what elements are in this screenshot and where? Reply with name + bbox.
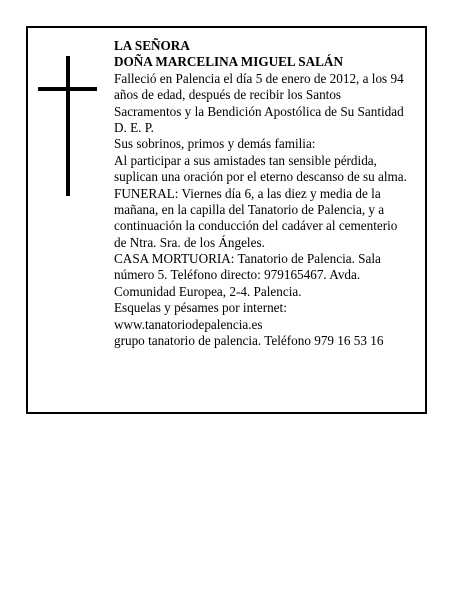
internet-condolences-line: Esquelas y pésames por internet: [114,300,287,316]
mortuary-line: CASA MORTUORIA: Tanatorio de Palencia. Sala [114,251,381,267]
latin-cross-icon [38,56,97,196]
prayer-request-line: Al participar a sus amistades tan sensible pérdida, [114,152,377,168]
funeral-line: continuación la conducción del cadáver al cementerio [114,218,398,234]
funeral-line: FUNERAL: Viernes día 6, a las diez y media de la [114,185,381,201]
funeral-line: mañana, en la capilla del Tanatorio de Palencia, y a [114,201,385,217]
prayer-request-line: suplican una oración por el eterno descanso de su alma. [114,169,407,185]
death-details-line: Sacramentos y la Bendición Apostólica de Su Santidad [114,103,404,119]
contact-phone-line: grupo tanatorio de palencia. Teléfono 979 16 53 16 [114,333,384,349]
family-line: Sus sobrinos, primos y demás familia: [114,136,316,152]
funeral-line: de Ntra. Sra. de los Ángeles. [114,234,265,250]
website-line: www.tanatoriodepalencia.es [114,316,263,332]
obituary-text [114,38,419,349]
rip-line: D. E. P. [114,119,154,135]
death-details-line: Falleció en Palencia el día 5 de enero de 2012, a los 94 [114,70,404,86]
mortuary-line: Comunidad Europea, 2-4. Palencia. [114,283,302,299]
heading-title: LA SEÑORA [114,38,190,53]
heading-deceased-name: DOÑA MARCELINA MIGUEL SALÁN [114,54,343,70]
mortuary-line: número 5. Teléfono directo: 979165467. Avda. [114,267,361,283]
cross-vertical-bar [66,56,70,196]
cross-horizontal-bar [38,87,97,91]
death-details-line: años de edad, después de recibir los Santos [114,87,342,103]
